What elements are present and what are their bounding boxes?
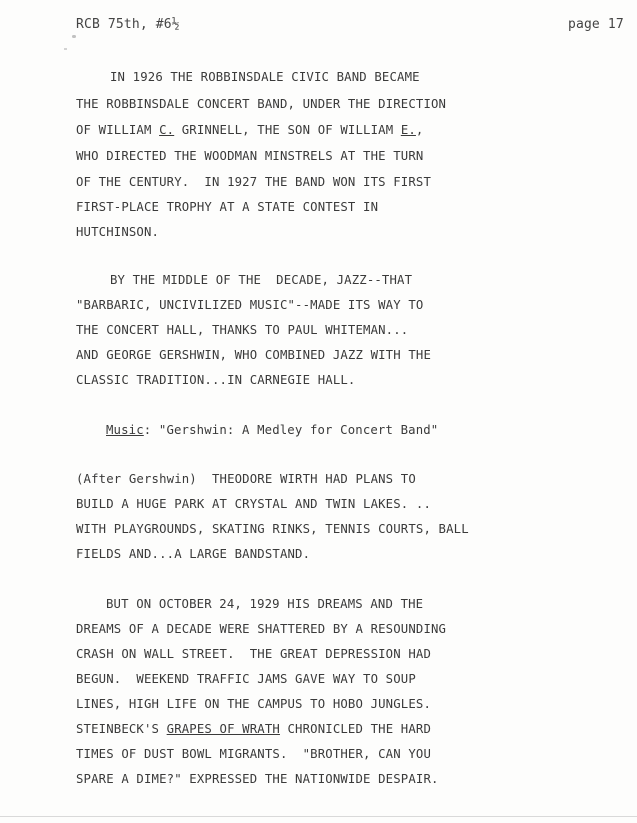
text-line: WHO DIRECTED THE WOODMAN MINSTRELS AT THE TURN: [76, 149, 424, 163]
text-line: [76, 722, 431, 736]
text-line: FIRST-PLACE TROPHY AT A STATE CONTEST IN: [76, 200, 379, 214]
book-title: GRAPES OF WRATH: [166, 722, 280, 736]
text-line: BEGUN. WEEKEND TRAFFIC JAMS GAVE WAY TO SOUP: [76, 672, 416, 686]
header-page-number: page 17: [568, 17, 624, 32]
text-run: STEINBECK'S: [76, 722, 167, 736]
text-line: BY THE MIDDLE OF THE DECADE, JAZZ--THAT: [110, 273, 413, 287]
text-line: DREAMS OF A DECADE WERE SHATTERED BY A RESOUNDING: [76, 622, 447, 636]
music-title: : "Gershwin: A Medley for Concert Band": [143, 423, 439, 437]
text-line: FIELDS AND...A LARGE BANDSTAND.: [76, 547, 311, 561]
underlined-initial: C.: [159, 123, 175, 137]
text-line: BUILD A HUGE PARK AT CRYSTAL AND TWIN LAKES. ..: [76, 497, 432, 511]
text-run: CHRONICLED THE HARD: [279, 722, 432, 736]
underlined-initial: E.: [400, 123, 416, 137]
text-line: THE ROBBINSDALE CONCERT BAND, UNDER THE DIRECTION: [76, 97, 447, 111]
text-run: ,: [415, 123, 424, 137]
text-line: TIMES OF DUST BOWL MIGRANTS. "BROTHER, CAN YOU: [76, 747, 432, 761]
text-line: CLASSIC TRADITION...IN CARNEGIE HALL.: [76, 373, 356, 387]
text-line: LINES, HIGH LIFE ON THE CAMPUS TO HOBO JUNGLES.: [76, 697, 432, 711]
music-label: Music: [106, 423, 144, 437]
music-cue: [106, 423, 438, 437]
ink-smudge: [72, 35, 76, 38]
text-line: OF THE CENTURY. IN 1927 THE BAND WON ITS FIRST: [76, 175, 432, 189]
text-line: BUT ON OCTOBER 24, 1929 HIS DREAMS AND THE: [106, 597, 424, 611]
text-line: THE CONCERT HALL, THANKS TO PAUL WHITEMAN...: [76, 323, 409, 337]
text-line: "BARBARIC, UNCIVILIZED MUSIC"--MADE ITS WAY TO: [76, 298, 424, 312]
text-run: OF WILLIAM: [76, 123, 160, 137]
text-line: [76, 123, 423, 137]
text-line: WITH PLAYGROUNDS, SKATING RINKS, TENNIS COURTS, BALL: [76, 522, 469, 536]
text-run: GRINNELL, THE SON OF WILLIAM: [174, 123, 401, 137]
text-line: HUTCHINSON.: [76, 225, 160, 239]
text-line: SPARE A DIME?" EXPRESSED THE NATIONWIDE DESPAIR.: [76, 772, 439, 786]
page-edge-line: [0, 816, 637, 817]
header-document-id: RCB 75th, #6½: [76, 17, 180, 32]
text-line: IN 1926 THE ROBBINSDALE CIVIC BAND BECAME: [110, 70, 420, 84]
ink-smudge: [64, 48, 67, 50]
text-line: (After Gershwin) THEODORE WIRTH HAD PLANS TO: [76, 472, 416, 486]
text-line: CRASH ON WALL STREET. THE GREAT DEPRESSION HAD: [76, 647, 432, 661]
text-line: AND GEORGE GERSHWIN, WHO COMBINED JAZZ WITH THE: [76, 348, 432, 362]
